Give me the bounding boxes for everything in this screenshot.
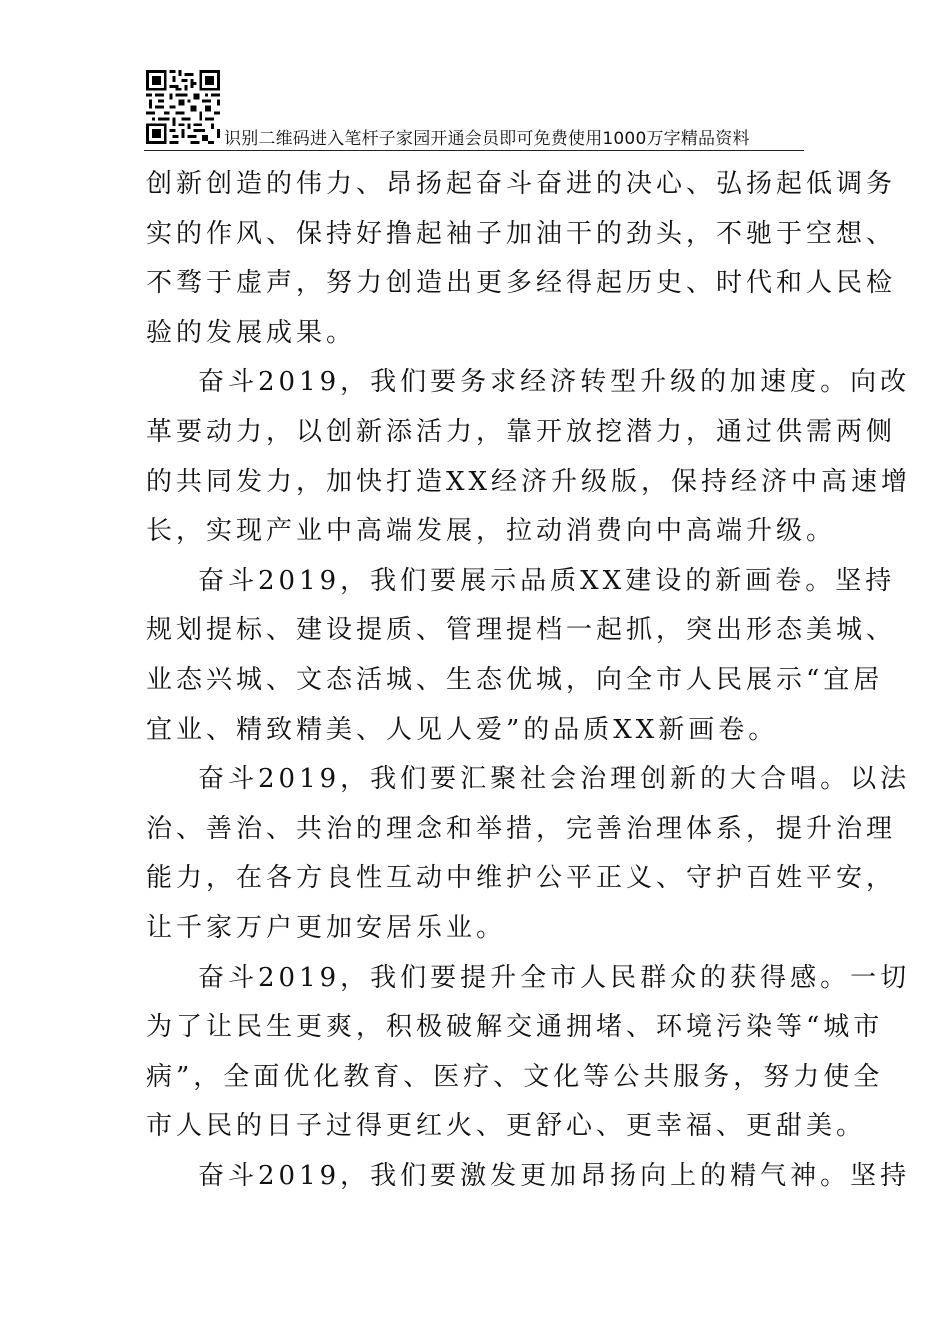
paragraph <box>146 358 912 556</box>
text-line: 革要动力，以创新添活力，靠开放挖潜力，通过供需两侧 <box>146 416 897 447</box>
text-line: 让千家万户更加安居乐业。 <box>146 912 507 943</box>
header-divider <box>144 150 804 151</box>
document-body <box>146 160 912 1201</box>
text-line: 为了让民生更爽，积极破解交通拥堵、环境污染等“城市 <box>146 1012 884 1043</box>
text-line: 长，实现产业中高端发展，拉动消费向中高端升级。 <box>146 516 837 547</box>
header-banner-text: 识别二维码进入笔杆子家园开通会员即可免费使用1000万字精品资料 <box>224 129 750 149</box>
text-line: 的共同发力，加快打造XX经济升级版，保持经济中高速增 <box>146 466 912 497</box>
paragraph <box>146 755 911 953</box>
text-line: 创新创造的伟力、昂扬起奋斗奋进的决心、弘扬起低调务 <box>146 169 897 199</box>
text-line: 不骛于虚声，努力创造出更多经得起历史、时代和人民检 <box>146 268 897 299</box>
text-line: 奋斗2019，我们要汇聚社会治理创新的大合唱。以法 <box>198 764 911 795</box>
text-line: 业态兴城、文态活城、生态优城，向全市人民展示“宜居 <box>146 664 884 695</box>
text-line: 奋斗2019，我们要务求经济转型升级的加速度。向改 <box>198 367 911 398</box>
text-line: 验的发展成果。 <box>146 317 357 348</box>
text-line: 市人民的日子过得更红火、更舒心、更幸福、更甜美。 <box>146 1111 867 1142</box>
text-line: 病”，全面优化教育、医疗、文化等公共服务，努力使全 <box>146 1061 884 1092</box>
text-line: 奋斗2019，我们要展示品质XX建设的新画卷。坚持 <box>198 565 896 596</box>
text-line: 规划提标、建设提质、管理提档一起抓，突出形态美城、 <box>146 615 897 646</box>
text-line: 能力，在各方良性互动中维护公平正义、守护百姓平安， <box>146 863 897 894</box>
paragraph <box>146 1152 911 1202</box>
text-line: 宜业、精致精美、人见人爱”的品质XX新画卷。 <box>146 714 779 745</box>
text-line: 治、善治、共治的理念和举措，完善治理体系，提升治理 <box>146 813 897 844</box>
qr-code-icon <box>146 70 220 144</box>
text-line: 奋斗2019，我们要提升全市人民群众的获得感。一切 <box>198 962 911 993</box>
paragraph <box>146 160 897 358</box>
text-line: 实的作风、保持好撸起袖子加油干的劲头，不驰于空想、 <box>146 218 897 249</box>
paragraph <box>146 954 911 1152</box>
paragraph <box>146 557 897 755</box>
text-line: 奋斗2019，我们要激发更加昂扬向上的精气神。坚持 <box>198 1160 911 1191</box>
